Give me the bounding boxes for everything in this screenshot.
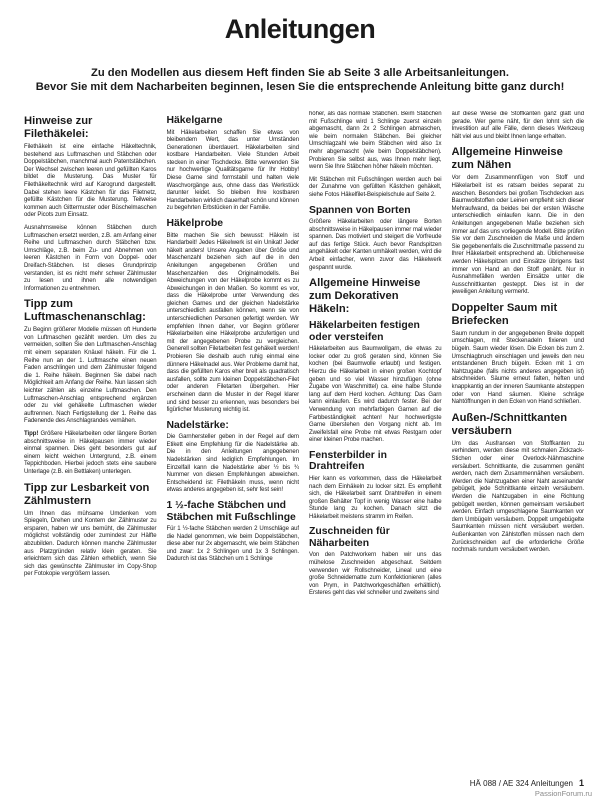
heading-versaeubern: Außen-/Schnittkanten versäubern — [451, 411, 568, 437]
paragraph: Zu Beginn größerer Modelle müssen oft Hunderte von Luftmaschen gezählt werden. Um dies zu vermeiden, sollten Sie den Luftmaschen-Anschlag mit einem separaten Knäuel häkeln. Für die 1. Reihe nun an der 1. Luftmasche einen neuen Faden anschlingen und dem Zählmuster folgend die 1. Reihe häkeln. Beginnen Sie dabei nach Möglichkeit am Anfang der Reihe. Nun lassen sich leichter zählen als einzelne Luftmaschen. Den Luftmaschen-Anschlag entsprechend ergänzen oder zu viel gehäkelte Luftmaschen wieder auftrennen. Nach Fertigstellung der 1. Reihe das Fadenende des Anschlagrandes vernähen. — [24, 327, 157, 425]
heading-filethaekelei: Hinweise zur Filethäkelei: — [24, 115, 93, 140]
heading-lesbarkeit: Tipp zur Lesbarkeit von Zählmustern — [24, 481, 150, 507]
column-3 — [309, 111, 442, 771]
tip-paragraph — [24, 431, 157, 477]
paragraph: höher, als das normale Stäbchen. Beim Stäbchen mit Fußschlinge wird 1 Schlinge zuerst einzeln abgemascht, dann 2x 2 Schlingen abmaschen, wie beim normalen Stäbchen. Bei gleicher Umschlagzahl wie beim Stäbchen wird also 1x mehr abgemascht (wie beim Doppelstäbchen). Probieren Sie selbst aus, was Ihnen mehr liegt, wenn Sie Ihre Stäbchen höher häkeln möchten. — [309, 111, 442, 171]
paragraph: Um das Ausfransen von Stoffkanten zu verhindern, werden diese mit schmalen Zickzack-Stichen oder einer Overlock-Nähmaschine versäubert. Schnittkante, die zusammen genäht werden, nach dem Zusammennähen versäubern. Werden die Nahtzugaben einer Naht auseinander gebügelt, jede Schnittkante einzeln versäubern. Werden die Nahtzugaben in eine Richtung gebügelt werden, können gemeinsam versäubert werden. Einfach umgeschlagene Saumkanten vor dem Umbügeln versäubern. Doppelt umgebügelte Saumkanten müssen nicht versäubert werden. Außenkanten von Zählstoffen müssen nach dem Zurückschneiden auf die erforderliche Größe nochmals rundum versäubert werden. — [451, 440, 584, 554]
intro-line-1: Zu den Modellen aus diesem Heft finden Sie ab Seite 3 alle Arbeitsanleitungen. — [91, 67, 509, 79]
paragraph: Mit Häkelarbeiten schaffen Sie etwas von bleibendem Wert, das unter Umständen Generationen überdauert. Häkelarbeiten sind kostbare Handarbeiten. Viele Stunden Arbeit stecken in einer Tischdecke. Bitte verwenden Sie nur hochwertige Qualitätsgarne für Ihr Hobby! Diese Garne sind formstabil und halten viele Waschvorgänge aus, ohne dass das Werkstück darunter leidet. So bleiben Ihre kostbaren Handarbeiten wirklich dauerhaft schön und können zu begehrten Erbstücken in der Familie. — [166, 129, 299, 212]
tip-label: Tipp! — [24, 431, 39, 437]
heading-dekoratives-haekeln: Allgemeine Hinweise zum Dekorativen Häkeln: — [309, 277, 421, 316]
page-footer — [470, 778, 584, 788]
heading-doppelter-saum: Doppelter Saum mit Briefecken — [451, 301, 558, 327]
intro-line-2: Bevor Sie mit dem Nacharbeiten beginnen, lesen Sie die entsprechende Anleitung bitte ganz durch! — [35, 81, 565, 93]
page-number: 1 — [578, 778, 584, 788]
column-1 — [24, 111, 157, 771]
paragraph: auf diese Weise die Stoffkanten ganz glatt und gerade. Wer gerne näht, für den lohnt sich die Investition auf alle Fälle, denn dieses Werkzeug hält viel aus und bleibt Ihnen lange erhalten. — [451, 111, 584, 140]
paragraph: Für 1 ½-fache Stäbchen werden 2 Umschläge auf die Nadel genommen, wie beim Doppelstäbchen, diese aber nur 2x abgemascht, wie beim Stäbchen und zwar: 1x 2 Schlingen und 1x 3 Schlingen. Dadurch ist das Stäbchen um 1 Schlinge — [166, 526, 299, 563]
paragraph: Ausnahmsweise können Stäbchen durch Luftmaschen ersetzt werden, z.B. am Anfang einer Reihe und Luftmaschen durch Stäbchen bzw. Umschläge, z.B. beim Zu- und Abnehmen von leeren Kästchen in Form von Doppel- oder Dreifach-Stäbchen. Ist dieses Grundprinzip verstanden, ist es nicht mehr schwer Zählmuster zu lesen und ihnen alle notwendigen Informationen zu entnehmen. — [24, 224, 157, 292]
page-title: Anleitungen — [224, 14, 376, 44]
issue-label: HÄ 088 / AE 324 Anleitungen — [469, 779, 573, 788]
paragraph: Um Ihnen das mühsame Umdenken vom Spiegeln, Drehen und Kontern der Zählmuster zu ersparen, haben wir uns bemüht, die Zählmuster möglichst vollständig oder zumindest zur Hälfte abzubilden. Dadurch können manche Zählmuster aus Platzgründen relativ klein geraten. Sie erleichtern sich das Zählen erheblich, wenn Sie sich das gewünschte Zählmuster im Copy-Shop per Fotokopie vergrößern lassen. — [24, 510, 157, 578]
paragraph: Bitte machen Sie sich bewusst: Häkeln ist Handarbeit! Jedes Häkelwerk ist ein Unikat! Jeder häkelt anders! Unsere Angaben über Größe und Maschenzahl beziehen sich auf die in den Anleitungen angegebenen Größen und Maschenzahlen des Originalmodells. Bei Abweichungen von der Häkelprobe kommt es zu Abweichungen in den Maßen. So kommt es vor, dass die Häkelprobe unter Verwendung des gleichen Garnes und der gleichen Nadelstärke unterschiedlich ausfallen können, wenn sie von unterschiedlichen Personen gefertigt werden. Wir empfehlen Ihnen daher, vor Beginn größerer Häkelarbeiten eine Häkelprobe anzufertigen und mit der angegebenen Probe zu vergleichen. Generell sollten Filetarbeiten fest gehäkelt werden! Probieren Sie deshalb auch ruhig einmal eine dünnere Häkelnadel aus. Wer Probleme damit hat, dass die gefüllten Karos eher breit als quadratisch ausfallen, sollte zum kleinen Doppelstäbchen-Filet oder anderen Filetarten übergehen. Hier erscheinen dann die Muster in der Regel klarer und sind besser zu erkennen, was besonders bei figürlicher Musterung wichtig ist. — [166, 232, 299, 414]
paragraph: Häkelarbeiten aus Baumwollgarn, die etwas zu locker oder zu groß geraten sind, können Sie kochen (bei Baumwolle erlaubt) und festigen. Hierzu die Häkelarbeit in einen großen Kochtopf geben und so viel Wasser hinzufügen (ohne Zugabe von Waschmittel) ca. eine halbe Stunde lang auf dem Herd kochen. Achtung: Das Garn kann einlaufen. Es wird dadurch fester. Bei der Verwendung von mehrfarbigen Garnen auf die Farbbeständigkeit achten! Nur hochwertigste Garne überstehen den Vorgang nicht ab. Im Zweifelsfall eine Probe mit etwas Restgarn oder einer kleinen Probe machen. — [309, 346, 442, 444]
heading-fussschlinge: 1 ½-fache Stäbchen und Stäbchen mit Fußschlinge — [166, 500, 296, 523]
paragraph: Mit Stäbchen mit Fußschlingen werden auch bei der Zunahme von gefüllten Kästchen gehäkelt, siehe Fotos Häkelfilet-Beispielschule auf Seite 2. — [309, 176, 442, 198]
heading-fensterbilder: Fensterbilder in Drahtreifen — [309, 449, 387, 473]
heading-luftmaschenanschlag: Tipp zum Luftmaschenanschlag: — [24, 298, 146, 324]
paragraph: Saum rundum in der angegebenen Breite doppelt umschlagen, mit Steckenadeln fixieren und bügeln. Saum wieder lösen. Die Ecken bis zum 2. Umschlagbruch einschlagen und jeweils den neu entstandenen Bruch bügeln. Ecken mit 1 cm Nahtzugabe (falls nichts anderes angegeben ist) abschneiden. Säume erneut falten, heften und knappkantig an der inneren Saumkante absteppen oder von Hand säumen. Kleine schräge Nahtöffnungen in den Ecken von Hand schließen. — [451, 330, 584, 406]
paragraph: Von den Patchworkern haben wir uns das mühelose Zuschneiden abgeschaut. Seitdem verwenden wir Rollschneider, Lineal und eine große Schneidematte zum Konfektionieren (alles von Prym, in Patchworkgeschäften erhältlich). Ersteres geht das viel schneller und zweitens sind — [309, 552, 442, 597]
paragraph: Filethäkeln ist eine einfache Häkeltechnik, bestehend aus Luftmaschen und Stäbchen oder Doppelstäbchen, manchmal auch Patentstäbchen. Der Wechsel zwischen leeren und gefüllten Karos bildet die Musterung. Das Muster für Filethäkeltechnik wird auf Karogrund dargestellt. Dabei stehen leere Kästchen für das Filetnetz, gefüllte Kästchen für die Musterung. Teilweise kommen auch Gittermuster oder Büschelmaschen oder Picots zum Einsatz. — [24, 144, 157, 219]
tip-text: Größere Häkelarbeiten oder längere Borten abschnittsweise in Häkelpausen immer wieder einmal spannen. Dies geht besonders gut auf einem leicht weichen Untergrund, z.B. einem Teppichboden. Hierbei jedoch stets eine saubere Unterlage (z.B. ein Bettlaken) unterlegen. — [24, 431, 157, 475]
paragraph: Die Garnhersteller geben in der Regel auf dem Etikett eine Empfehlung für die Nadelstärke ab. Die in den Anleitungen angegebenen Nadelstärken sind lediglich Empfehlungen. Im Einzelfall kann die Nadelstärke aber ½ bis ¾ Nummer von diesen Empfehlungen abweichen. Entscheidend ist: Filethäkeln muss, wenn nicht etwas anderes angegeben ist, sehr fest sein! — [166, 434, 299, 494]
heading-haekelgarne: Häkelgarne — [166, 115, 223, 126]
paragraph: Vor dem Zusammennfügen von Stoff und Häkelarbeit ist es ratsam beides separat zu waschen. Besonders bei großen Tischdecken aus Baumwollstoffen oder Leinen empfiehlt sich dieser Mehraufwand, da beides bei der ersten Wäsche unterschiedlich einlaufen kann. Die in den Anleitungen angegebenen Maße beziehen sich immer auf das uns vorliegende Modell. Bitte prüfen Sie vor dem Zuschneiden die Maße und ändern Sie gegebenenfalls die Zuschnittmaße passend zu Ihrer Häkelarbeit entsprechend ab. Üblicherweise werden Häkelspitzen und Einsätze übrigens fast immer von Hand an den Stoff genäht. Nur in Ausnahmefällen werden Einsätze unter die Ausschnittkanten gesteppt. Dies ist in der jeweiligen Anleitung vermerkt. — [451, 175, 584, 296]
column-2 — [167, 111, 300, 771]
heading-spannen: Spannen von Borten — [309, 204, 411, 216]
column-4 — [452, 111, 585, 771]
heading-nadelstaerke: Nadelstärke: — [166, 419, 229, 431]
watermark: PassionForum.ru — [534, 789, 592, 798]
heading-festigen: Häkelarbeiten festigen oder versteifen — [309, 320, 420, 343]
paragraph: Größere Häkelarbeiten oder längere Borten abschnittsweise in Häkelpausen immer mal wieder spannen. Das motiviert und steigert die Vorfreude auf das fertige Stück. Auch bevor Randspitzen angehäkelt oder Kanten umhäkelt werden, wird die Arbeit einfacher, wenn zuvor das Häkelwerk gespannt wurde. — [309, 219, 442, 271]
article-columns — [24, 111, 584, 771]
heading-haekelprobe: Häkelprobe — [166, 218, 224, 230]
intro-text — [20, 66, 580, 94]
heading-zuschneiden: Zuschneiden für Näharbeiten — [309, 526, 390, 549]
paragraph: Hier kann es vorkommen, dass die Häkelarbeit nach dem Einhäkeln zu locker sitzt. Es empfiehlt sich, die Häkelarbeit samt Drahtreifen in einem großen Behälter Topf in wenig Wasser eine halbe Stunde lang zu kochen. Danach sitzt die Häkelarbeit meistens stramm im Reifen. — [309, 475, 442, 520]
heading-naehen: Allgemeine Hinweise zum Nähen — [451, 146, 563, 172]
